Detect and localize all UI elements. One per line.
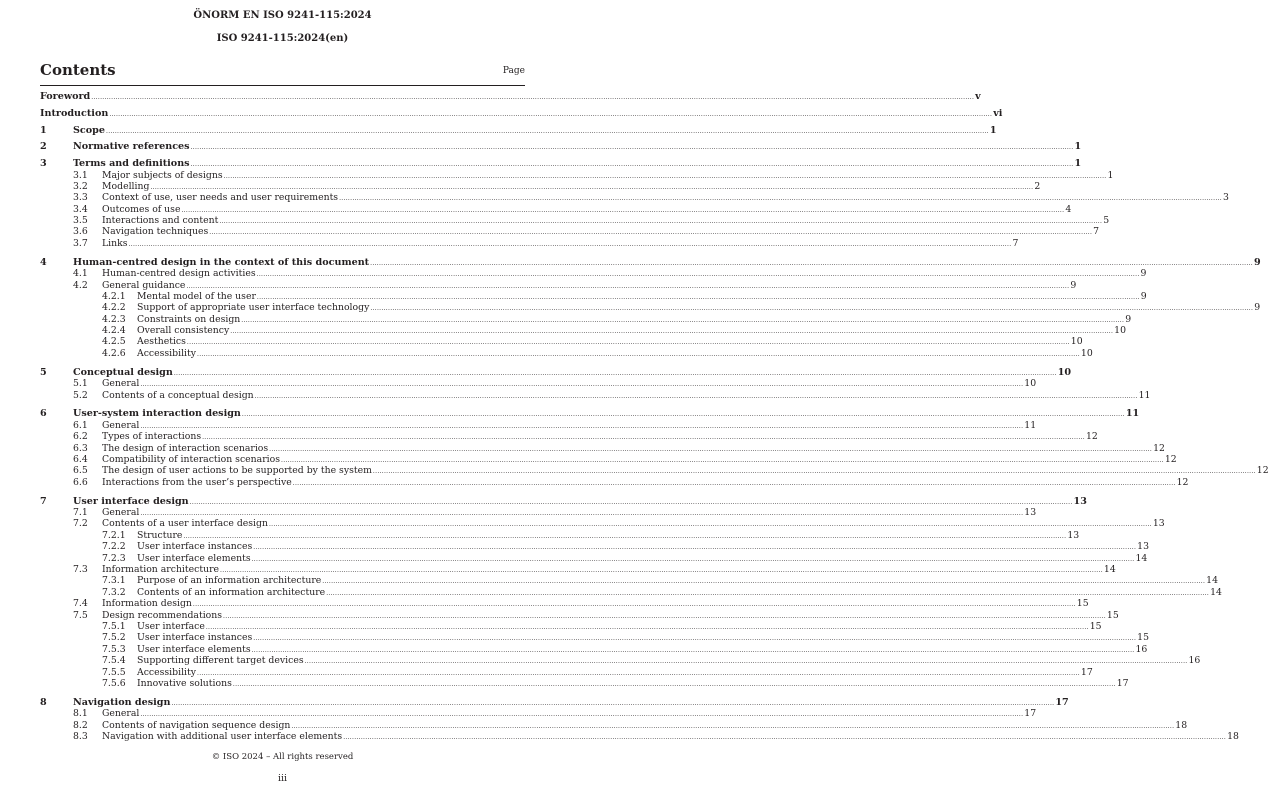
toc-leader-dots: ................................................................................................................................................................................................................................................................................................................................................................................................................ [186,282,1070,290]
toc-entry[interactable] [40,632,1150,644]
toc-entry-title: General [102,378,140,390]
toc-entry-page: 3 [1222,192,1229,204]
toc-entry-page: 10 [1080,347,1093,359]
toc-leader-dots: ................................................................................................................................................................................................................................................................................................................................................................................................................ [173,369,1057,377]
toc-entry[interactable] [40,169,1114,181]
toc-entry-number: 4.2.1 [102,290,126,302]
toc-entry-number: 4 [40,256,47,268]
toc-entry[interactable] [40,643,1148,655]
toc-entry-number: 6.3 [73,442,88,454]
toc-entry-number: 4.2.5 [102,336,126,348]
title-rule [40,85,525,86]
toc-entry-number: 8 [40,696,47,708]
toc-leader-dots: ................................................................................................................................................................................................................................................................................................................................................................................................................ [370,305,1254,313]
toc-entry-title: Design recommendations [102,609,223,621]
toc-entry-title: Introduction [40,107,109,119]
toc-entry-page: 16 [1188,655,1201,667]
toc-leader-dots: ................................................................................................................................................................................................................................................................................................................................................................................................................ [343,733,1227,741]
toc-entry[interactable] [40,575,1218,587]
toc-entry[interactable] [40,158,1082,170]
toc-entry-number: 6.2 [73,431,88,443]
toc-entry-page: 15 [1137,632,1150,644]
toc-entry-number: 3.4 [73,203,88,215]
toc-leader-dots: ................................................................................................................................................................................................................................................................................................................................................................................................................ [292,479,1176,487]
toc-entry-title: Mental model of the user [137,290,256,302]
toc-entry-page: 9 [1140,268,1147,280]
toc-entry[interactable] [40,719,1188,731]
toc-entry[interactable] [40,586,1222,598]
toc-entry-title: Outcomes of use [102,203,181,215]
toc-entry-page: 10 [1114,325,1126,337]
toc-entry-title: Contents of a conceptual design [102,389,254,401]
toc-entry-number: 7.5.5 [102,666,126,678]
toc-entry-page: 9 [1254,256,1261,268]
toc-entry-page: 9 [1070,279,1077,291]
toc-entry-page: 5 [1103,215,1110,227]
toc-entry-title: Normative references [73,141,190,153]
toc-entry-page: 9 [1125,313,1132,325]
toc-entry-page: 1 [989,124,997,136]
toc-entry-title: User interface elements [137,552,251,564]
toc-entry-number: 7 [40,495,47,507]
toc-leader-dots: ................................................................................................................................................................................................................................................................................................................................................................................................................ [251,646,1135,654]
toc-entry-title: Contents of an information architecture [137,586,326,598]
toc-entry[interactable] [40,279,1077,291]
toc-entry-title: User interface instances [137,541,253,553]
toc-entry-title: Contents of navigation sequence design [102,719,291,731]
toc-entry[interactable] [40,408,1140,420]
toc-entry[interactable] [40,507,1037,519]
toc-leader-dots: ................................................................................................................................................................................................................................................................................................................................................................................................................ [304,658,1188,666]
toc-leader-dots: ................................................................................................................................................................................................................................................................................................................................................................................................................ [280,457,1164,464]
toc-entry-page: 12 [1153,442,1165,454]
toc-leader-dots: ................................................................................................................................................................................................................................................................................................................................................................................................................ [256,293,1140,301]
toc-entry-number: 4.1 [73,268,88,280]
toc-entry-page: 18 [1175,719,1188,731]
page-column-label: Page [502,66,525,76]
toc-entry[interactable] [40,454,1177,465]
toc-leader-dots: ................................................................................................................................................................................................................................................................................................................................................................................................................ [197,350,1080,358]
toc-entry-title: Accessibility [137,666,197,678]
toc-entry-number: 7.1 [73,507,88,519]
toc-entry[interactable] [40,564,1116,576]
toc-entry-number: 2 [40,141,47,153]
toc-entry-page: 16 [1135,643,1148,655]
toc-entry-number: 3 [40,158,47,170]
toc-entry[interactable] [40,325,1126,337]
toc-entry-number: 7.5.6 [102,677,126,689]
toc-entry-page: 11 [1138,389,1151,401]
toc-leader-dots: ................................................................................................................................................................................................................................................................................................................................................................................................................ [181,206,1065,214]
toc-leader-dots: ................................................................................................................................................................................................................................................................................................................................................................................................................ [140,711,1024,719]
toc-leader-dots: ................................................................................................................................................................................................................................................................................................................................................................................................................ [209,229,1093,237]
toc-entry-number: 7.3.2 [102,586,126,598]
toc-entry-page: 4 [1065,203,1072,215]
toc-entry[interactable] [40,347,1093,359]
toc-entry[interactable] [40,91,981,102]
toc-entry-title: Navigation with additional user interface elements [102,730,343,742]
toc-leader-dots: ................................................................................................................................................................................................................................................................................................................................................................................................................ [192,601,1076,609]
toc-entry-page: 11 [1024,419,1037,431]
toc-leader-dots: ................................................................................................................................................................................................................................................................................................................................................................................................................ [140,510,1024,518]
toc-entry[interactable] [40,268,1147,280]
toc-entry-page: 10 [1024,378,1037,390]
toc-leader-dots: ................................................................................................................................................................................................................................................................................................................................................................................................................ [140,381,1024,389]
toc-entry-number: 4.2.2 [102,302,126,314]
toc-entry-number: 7.5.3 [102,643,126,655]
toc-entry-page: 1 [1107,169,1114,181]
toc-entry-title: Links [102,237,128,249]
toc-entry-title: General [102,708,140,720]
toc-entry-number: 8.1 [73,708,88,720]
document-header-national: ÖNORM EN ISO 9241-115:2024 [193,10,372,21]
toc-entry-number: 7.5.1 [102,620,126,632]
toc-leader-dots: ................................................................................................................................................................................................................................................................................................................................................................................................................ [223,172,1107,180]
toc-entry-title: Purpose of an information architecture [137,575,322,587]
toc-entry-page: 14 [1206,575,1218,587]
toc-entry-page: 12 [1085,431,1098,443]
toc-entry[interactable] [40,609,1119,621]
toc-entry-title: Structure [137,529,183,541]
toc-entry-page: 12 [1164,454,1177,465]
toc-entry-title: User interface instances [137,632,253,644]
toc-entry[interactable] [40,180,1041,192]
toc-entry-title: Supporting different target devices [137,655,304,667]
toc-entry[interactable] [40,666,1093,678]
toc-leader-dots: ................................................................................................................................................................................................................................................................................................................................................................................................................ [171,699,1055,707]
toc-entry-page: 13 [1152,518,1165,530]
toc-entry[interactable] [40,226,1100,238]
toc-entry-number: 3.2 [73,180,88,192]
toc-leader-dots: ................................................................................................................................................................................................................................................................................................................................................................................................................ [241,411,1125,419]
toc-leader-dots: ................................................................................................................................................................................................................................................................................................................................................................................................................ [220,567,1103,575]
toc-entry[interactable] [40,518,1165,530]
toc-entry[interactable] [40,107,1003,119]
toc-entry-number: 4.2.4 [102,325,126,337]
toc-entry[interactable] [40,419,1037,431]
toc-leader-dots: ................................................................................................................................................................................................................................................................................................................................................................................................................ [190,161,1074,169]
toc-entry-number: 7.2.1 [102,529,126,541]
toc-entry-page: 18 [1227,730,1239,742]
toc-leader-dots: ................................................................................................................................................................................................................................................................................................................................................................................................................ [372,468,1256,476]
toc-entry-number: 4.2 [73,279,88,291]
toc-entry[interactable] [40,655,1201,667]
toc-entry[interactable] [40,203,1072,215]
toc-entry-page: 17 [1080,666,1093,678]
toc-entry-number: 7.2.3 [102,552,126,564]
toc-entry-number: 3.7 [73,237,88,249]
toc-entry[interactable] [40,192,1229,204]
toc-entry[interactable] [40,541,1150,553]
toc-entry[interactable] [40,336,1083,348]
toc-entry[interactable] [40,313,1132,325]
toc-entry-title: Human-centred design activities [102,268,256,280]
toc-entry-number: 1 [40,124,47,136]
toc-entry-page: 9 [1140,290,1147,302]
toc-leader-dots: ................................................................................................................................................................................................................................................................................................................................................................................................................ [253,544,1137,552]
toc-leader-dots: ................................................................................................................................................................................................................................................................................................................................................................................................................ [291,722,1175,730]
toc-entry-number: 8.2 [73,719,88,731]
toc-entry[interactable] [40,677,1129,689]
toc-leader-dots: ................................................................................................................................................................................................................................................................................................................................................................................................................ [251,555,1135,563]
toc-entry-title: The design of user actions to be supported by the system [102,465,372,477]
toc-entry-title: Context of use, user needs and user requirements [102,192,339,204]
toc-leader-dots: ................................................................................................................................................................................................................................................................................................................................................................................................................ [254,392,1138,400]
toc-entry[interactable] [40,237,1019,249]
toc-entry-number: 5 [40,366,47,378]
toc-entry-title: Information architecture [102,564,220,576]
toc-entry-title: User-system interaction design [73,408,241,420]
toc-entry-number: 7.3.1 [102,575,126,587]
toc-entry-title: User interface [137,620,205,632]
toc-entry-title: Support of appropriate user interface technology [137,302,370,314]
toc-entry-title: Foreword [40,91,91,102]
toc-entry-number: 7.4 [73,598,88,610]
toc-entry-page: vi [993,107,1003,119]
toc-entry-number: 6.6 [73,476,88,488]
toc-entry-page: 13 [1067,529,1080,541]
toc-entry-number: 6.1 [73,419,88,431]
toc-leader-dots: ................................................................................................................................................................................................................................................................................................................................................................................................................ [256,271,1140,279]
toc-entry-number: 7.5.2 [102,632,126,644]
toc-entry-page: 17 [1116,677,1129,689]
table-of-contents [40,91,1269,742]
toc-entry-title: Modelling [102,180,150,192]
toc-entry[interactable] [40,256,1261,268]
toc-entry[interactable] [40,552,1148,564]
toc-entry-number: 7.2 [73,518,88,530]
toc-entry-number: 3.3 [73,192,88,204]
toc-entry[interactable] [40,696,1069,708]
toc-entry-title: Terms and definitions [73,158,190,170]
toc-entry-number: 7.2.2 [102,541,126,553]
toc-leader-dots: ................................................................................................................................................................................................................................................................................................................................................................................................................ [241,316,1125,324]
toc-entry-title: Human-centred design in the context of this document [73,256,370,268]
toc-entry-title: Aesthetics [137,336,186,348]
toc-entry-number: 7.5.4 [102,655,126,667]
toc-entry-title: Navigation design [73,696,171,708]
toc-entry-title: Types of interactions [102,431,202,443]
toc-leader-dots: ................................................................................................................................................................................................................................................................................................................................................................................................................ [322,578,1206,586]
toc-entry[interactable] [40,465,1269,477]
toc-entry-number: 8.3 [73,730,88,742]
toc-leader-dots: ................................................................................................................................................................................................................................................................................................................................................................................................................ [140,422,1024,430]
toc-entry-page: 9 [1254,302,1261,314]
toc-entry[interactable] [40,141,1082,153]
toc-entry-page: 15 [1076,598,1089,610]
toc-entry-number: 4.2.6 [102,347,126,359]
toc-entry[interactable] [40,476,1189,488]
toc-entry-page: 12 [1256,465,1269,477]
toc-entry-page: 7 [1093,226,1100,238]
toc-entry-page: 2 [1034,180,1041,192]
toc-entry-title: General guidance [102,279,186,291]
toc-entry-title: User interface design [73,495,189,507]
toc-entry-page: v [975,91,981,102]
toc-entry-page: 1 [1074,158,1082,170]
toc-entry[interactable] [40,290,1147,302]
toc-entry-number: 7.3 [73,564,88,576]
toc-entry-number: 6.4 [73,454,88,465]
toc-entry-title: Compatibility of interaction scenarios [102,454,280,465]
toc-entry[interactable] [40,378,1037,390]
toc-entry[interactable] [40,302,1261,314]
toc-entry-page: 10 [1070,336,1083,348]
toc-entry[interactable] [40,529,1080,541]
toc-entry-title: The design of interaction scenarios [102,442,269,454]
copyright-footer: © ISO 2024 – All rights reserved [211,752,354,762]
toc-leader-dots: ................................................................................................................................................................................................................................................................................................................................................................................................................ [105,127,989,135]
toc-leader-dots: ................................................................................................................................................................................................................................................................................................................................................................................................................ [190,144,1074,152]
toc-entry-number: 4.2.3 [102,313,126,325]
toc-leader-dots: ................................................................................................................................................................................................................................................................................................................................................................................................................ [186,339,1070,347]
toc-entry-page: 11 [1125,408,1140,420]
toc-entry-page: 17 [1055,696,1069,708]
toc-entry[interactable] [40,366,1072,378]
toc-entry-page: 7 [1012,237,1019,249]
toc-entry-number: 5.1 [73,378,88,390]
toc-entry-page: 17 [1024,708,1037,720]
toc-leader-dots: ................................................................................................................................................................................................................................................................................................................................................................................................................ [150,183,1034,191]
toc-leader-dots: ................................................................................................................................................................................................................................................................................................................................................................................................................ [189,498,1073,506]
toc-entry[interactable] [40,215,1110,227]
toc-leader-dots: ................................................................................................................................................................................................................................................................................................................................................................................................................ [370,259,1253,267]
toc-entry-page: 13 [1073,495,1087,507]
toc-entry-page: 15 [1089,620,1102,632]
toc-entry[interactable] [40,495,1087,507]
toc-entry-page: 15 [1106,609,1119,621]
toc-entry-page: 1 [1074,141,1082,153]
toc-entry-title: Interactions from the user’s perspective [102,476,292,488]
toc-entry-title: Major subjects of designs [102,169,223,181]
toc-entry-page: 13 [1137,541,1150,553]
toc-entry-number: 3.1 [73,169,88,181]
toc-entry-number: 5.2 [73,389,88,401]
toc-leader-dots: ................................................................................................................................................................................................................................................................................................................................................................................................................ [253,635,1137,643]
toc-entry-title: Contents of a user interface design [102,518,268,530]
document-header-iso: ISO 9241-115:2024(en) [216,33,349,44]
toc-leader-dots: ................................................................................................................................................................................................................................................................................................................................................................................................................ [269,445,1153,453]
toc-entry-title: General [102,507,140,519]
toc-entry-page: 13 [1024,507,1037,519]
toc-leader-dots: ................................................................................................................................................................................................................................................................................................................................................................................................................ [128,240,1012,248]
toc-leader-dots: ................................................................................................................................................................................................................................................................................................................................................................................................................ [197,669,1080,677]
toc-leader-dots: ................................................................................................................................................................................................................................................................................................................................................................................................................ [183,532,1067,540]
toc-entry[interactable] [40,730,1239,742]
toc-entry-title: Conceptual design [73,366,173,378]
toc-entry-title: Overall consistency [137,325,230,337]
toc-entry-title: Interactions and content [102,215,219,227]
toc-entry-number: 6.5 [73,465,88,477]
toc-entry-number: 6 [40,408,47,420]
toc-leader-dots: ................................................................................................................................................................................................................................................................................................................................................................................................................ [91,94,975,101]
toc-leader-dots: ................................................................................................................................................................................................................................................................................................................................................................................................................ [326,589,1210,597]
toc-entry[interactable] [40,598,1089,610]
page-number: iii [277,773,288,784]
toc-entry[interactable] [40,431,1098,443]
toc-leader-dots: ................................................................................................................................................................................................................................................................................................................................................................................................................ [205,623,1089,631]
toc-leader-dots: ................................................................................................................................................................................................................................................................................................................................................................................................................ [232,680,1116,688]
toc-leader-dots: ................................................................................................................................................................................................................................................................................................................................................................................................................ [223,612,1106,620]
toc-entry[interactable] [40,620,1102,632]
toc-entry-title: Navigation techniques [102,226,209,238]
toc-entry[interactable] [40,708,1037,720]
toc-entry[interactable] [40,389,1151,401]
toc-entry-title: Constraints on design [137,313,241,325]
toc-entry-title: Innovative solutions [137,677,232,689]
toc-entry-title: Information design [102,598,192,610]
toc-leader-dots: ................................................................................................................................................................................................................................................................................................................................................................................................................ [109,110,993,118]
toc-leader-dots: ................................................................................................................................................................................................................................................................................................................................................................................................................ [230,328,1114,336]
toc-entry[interactable] [40,442,1165,454]
toc-entry-number: 3.6 [73,226,88,238]
toc-leader-dots: ................................................................................................................................................................................................................................................................................................................................................................................................................ [202,434,1085,442]
toc-leader-dots: ................................................................................................................................................................................................................................................................................................................................................................................................................ [339,195,1222,203]
toc-entry-number: 7.5 [73,609,88,621]
toc-leader-dots: ................................................................................................................................................................................................................................................................................................................................................................................................................ [268,521,1152,529]
toc-entry-page: 12 [1176,476,1189,488]
page-title: Contents [40,61,116,79]
toc-entry-page: 14 [1103,564,1116,576]
toc-entry-page: 10 [1057,366,1072,378]
toc-entry-title: User interface elements [137,643,251,655]
toc-entry-title: Accessibility [137,347,197,359]
toc-entry-title: General [102,419,140,431]
toc-entry-number: 3.5 [73,215,88,227]
toc-entry-page: 14 [1210,586,1222,598]
toc-entry-page: 14 [1135,552,1148,564]
toc-entry[interactable] [40,124,997,136]
toc-leader-dots: ................................................................................................................................................................................................................................................................................................................................................................................................................ [219,218,1103,226]
toc-entry-title: Scope [73,124,105,136]
